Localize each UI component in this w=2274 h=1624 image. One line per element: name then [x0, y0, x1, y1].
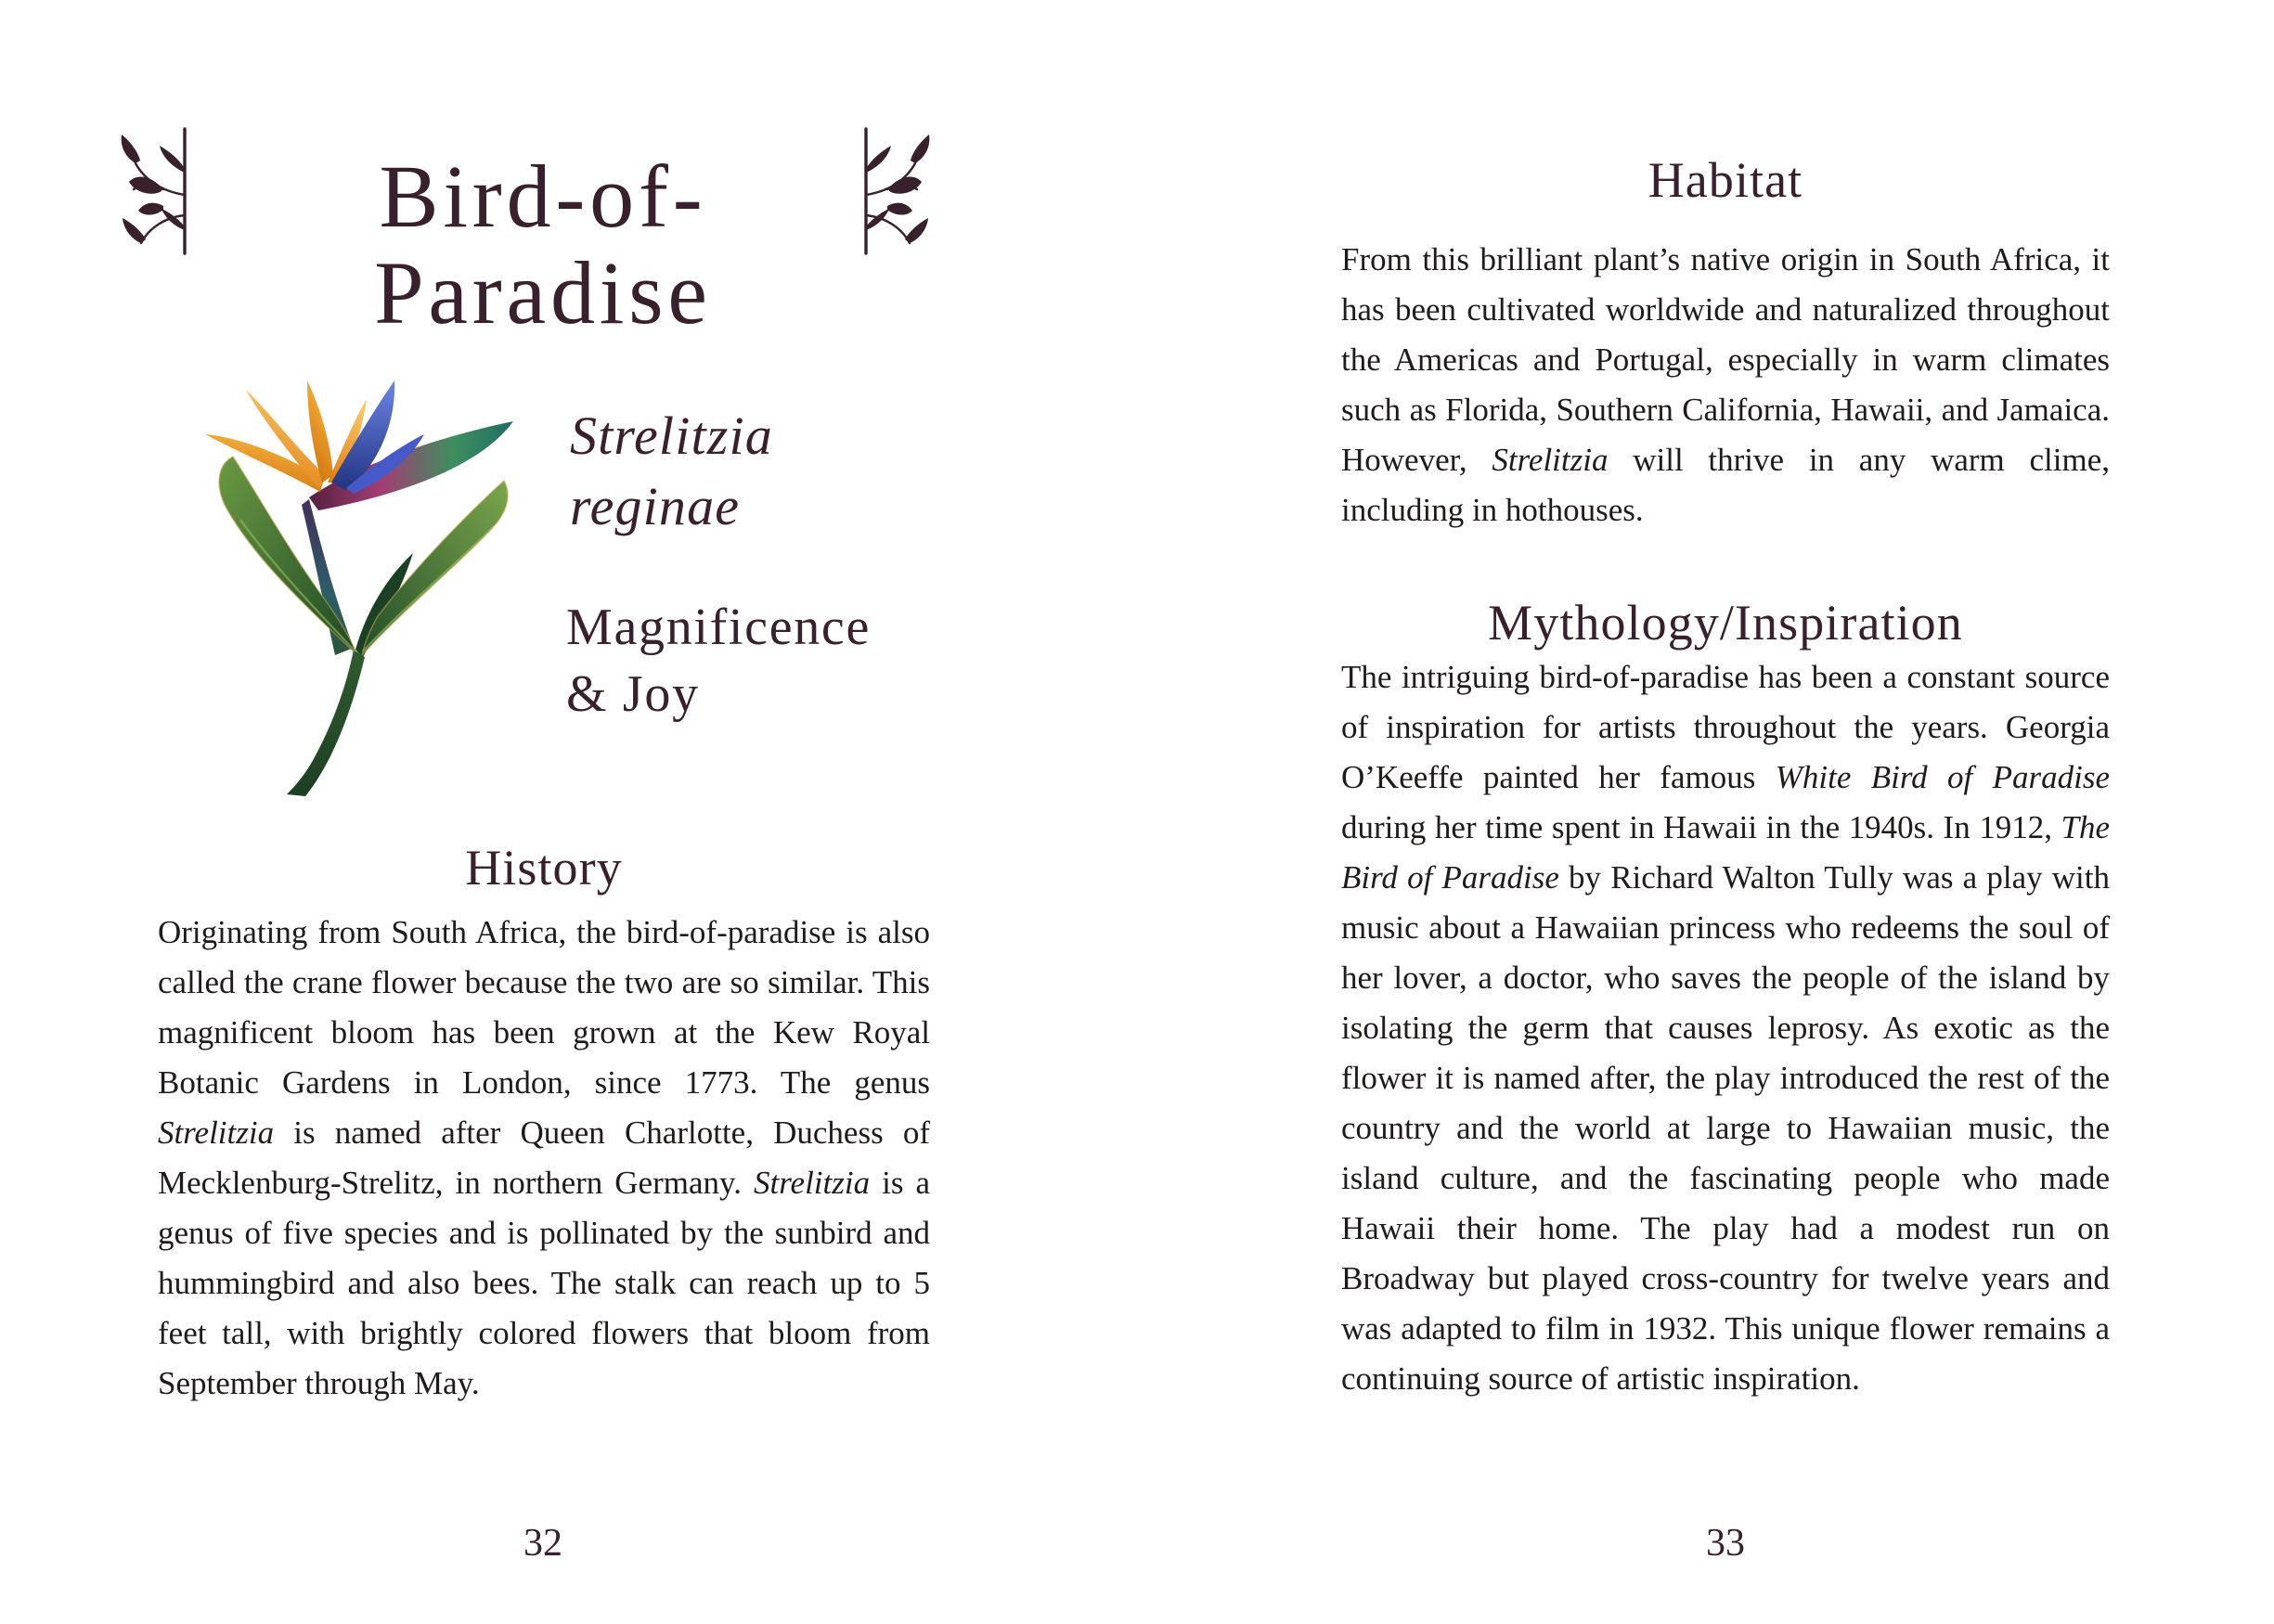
chapter-title-line2: Paradise	[374, 243, 712, 342]
scientific-name-line1: Strelitzia	[570, 406, 773, 466]
flower-symbolism-line1: Magnificence	[566, 599, 871, 656]
chapter-title	[158, 148, 928, 342]
page-number-left: 32	[523, 1522, 562, 1565]
chapter-title-line1: Bird-of-	[379, 147, 707, 246]
habitat-heading: Habitat	[1647, 152, 1803, 208]
scientific-name	[570, 401, 773, 542]
scientific-name-line2: reginae	[570, 476, 741, 536]
flower-symbolism	[566, 594, 871, 728]
page-number-right: 33	[1706, 1522, 1745, 1565]
mythology-heading: Mythology/Inspiration	[1488, 595, 1963, 651]
flower-symbolism-line2: & Joy	[566, 665, 700, 723]
habitat-paragraph: From this brilliant plant’s native origin in South Africa, it has been cultivated worldwide and naturalized throughout the Americas and Portugal, especially in warm climates such as Florida, Southern California, Hawaii, and Jamaica. However, Strelitzia will thrive in any warm clime, including in hothouses.	[1341, 241, 2110, 528]
mythology-paragraph: The intriguing bird-of-paradise has been a constant source of inspiration for artists throughout the years. Georgia O’Keeffe painted her famous White Bird of Paradise during her time spent in Hawaii in the 1940s. In 1912, The Bird of Paradise by Richard Walton Tully was a play with music about a Hawaiian princess who redeems the soul of her lover, a doctor, who saves the people of the island by isolating the germ that causes leprosy. As exotic as the flower it is named after, the play introduced the rest of the country and the world at large to Hawaiian music, the island culture, and the fascinating people who made Hawaii their home. The play had a modest run on Broadway but played cross-country for twelve years and was adapted to film in 1932. This unique flower remains a continuing source of artistic inspiration.	[1341, 659, 2111, 1397]
history-heading: History	[465, 840, 623, 896]
history-paragraph: Originating from South Africa, the bird-of-paradise is also called the crane flower because the two are so similar. This magnificent bloom has been grown at the Kew Royal Botanic Gardens in London, since 1773. The genus Strelitzia is named after Queen Charlotte, Duchess of Mecklenburg-Strelitz, in northern Germany. Strelitzia is a genus of five species and is pollinated by the sunbird and hummingbird and also bees. The stalk can reach up to 5 feet tall, with brightly colored flowers that bloom from September through May.	[158, 914, 930, 1401]
bird-of-paradise-illustration	[181, 379, 524, 796]
